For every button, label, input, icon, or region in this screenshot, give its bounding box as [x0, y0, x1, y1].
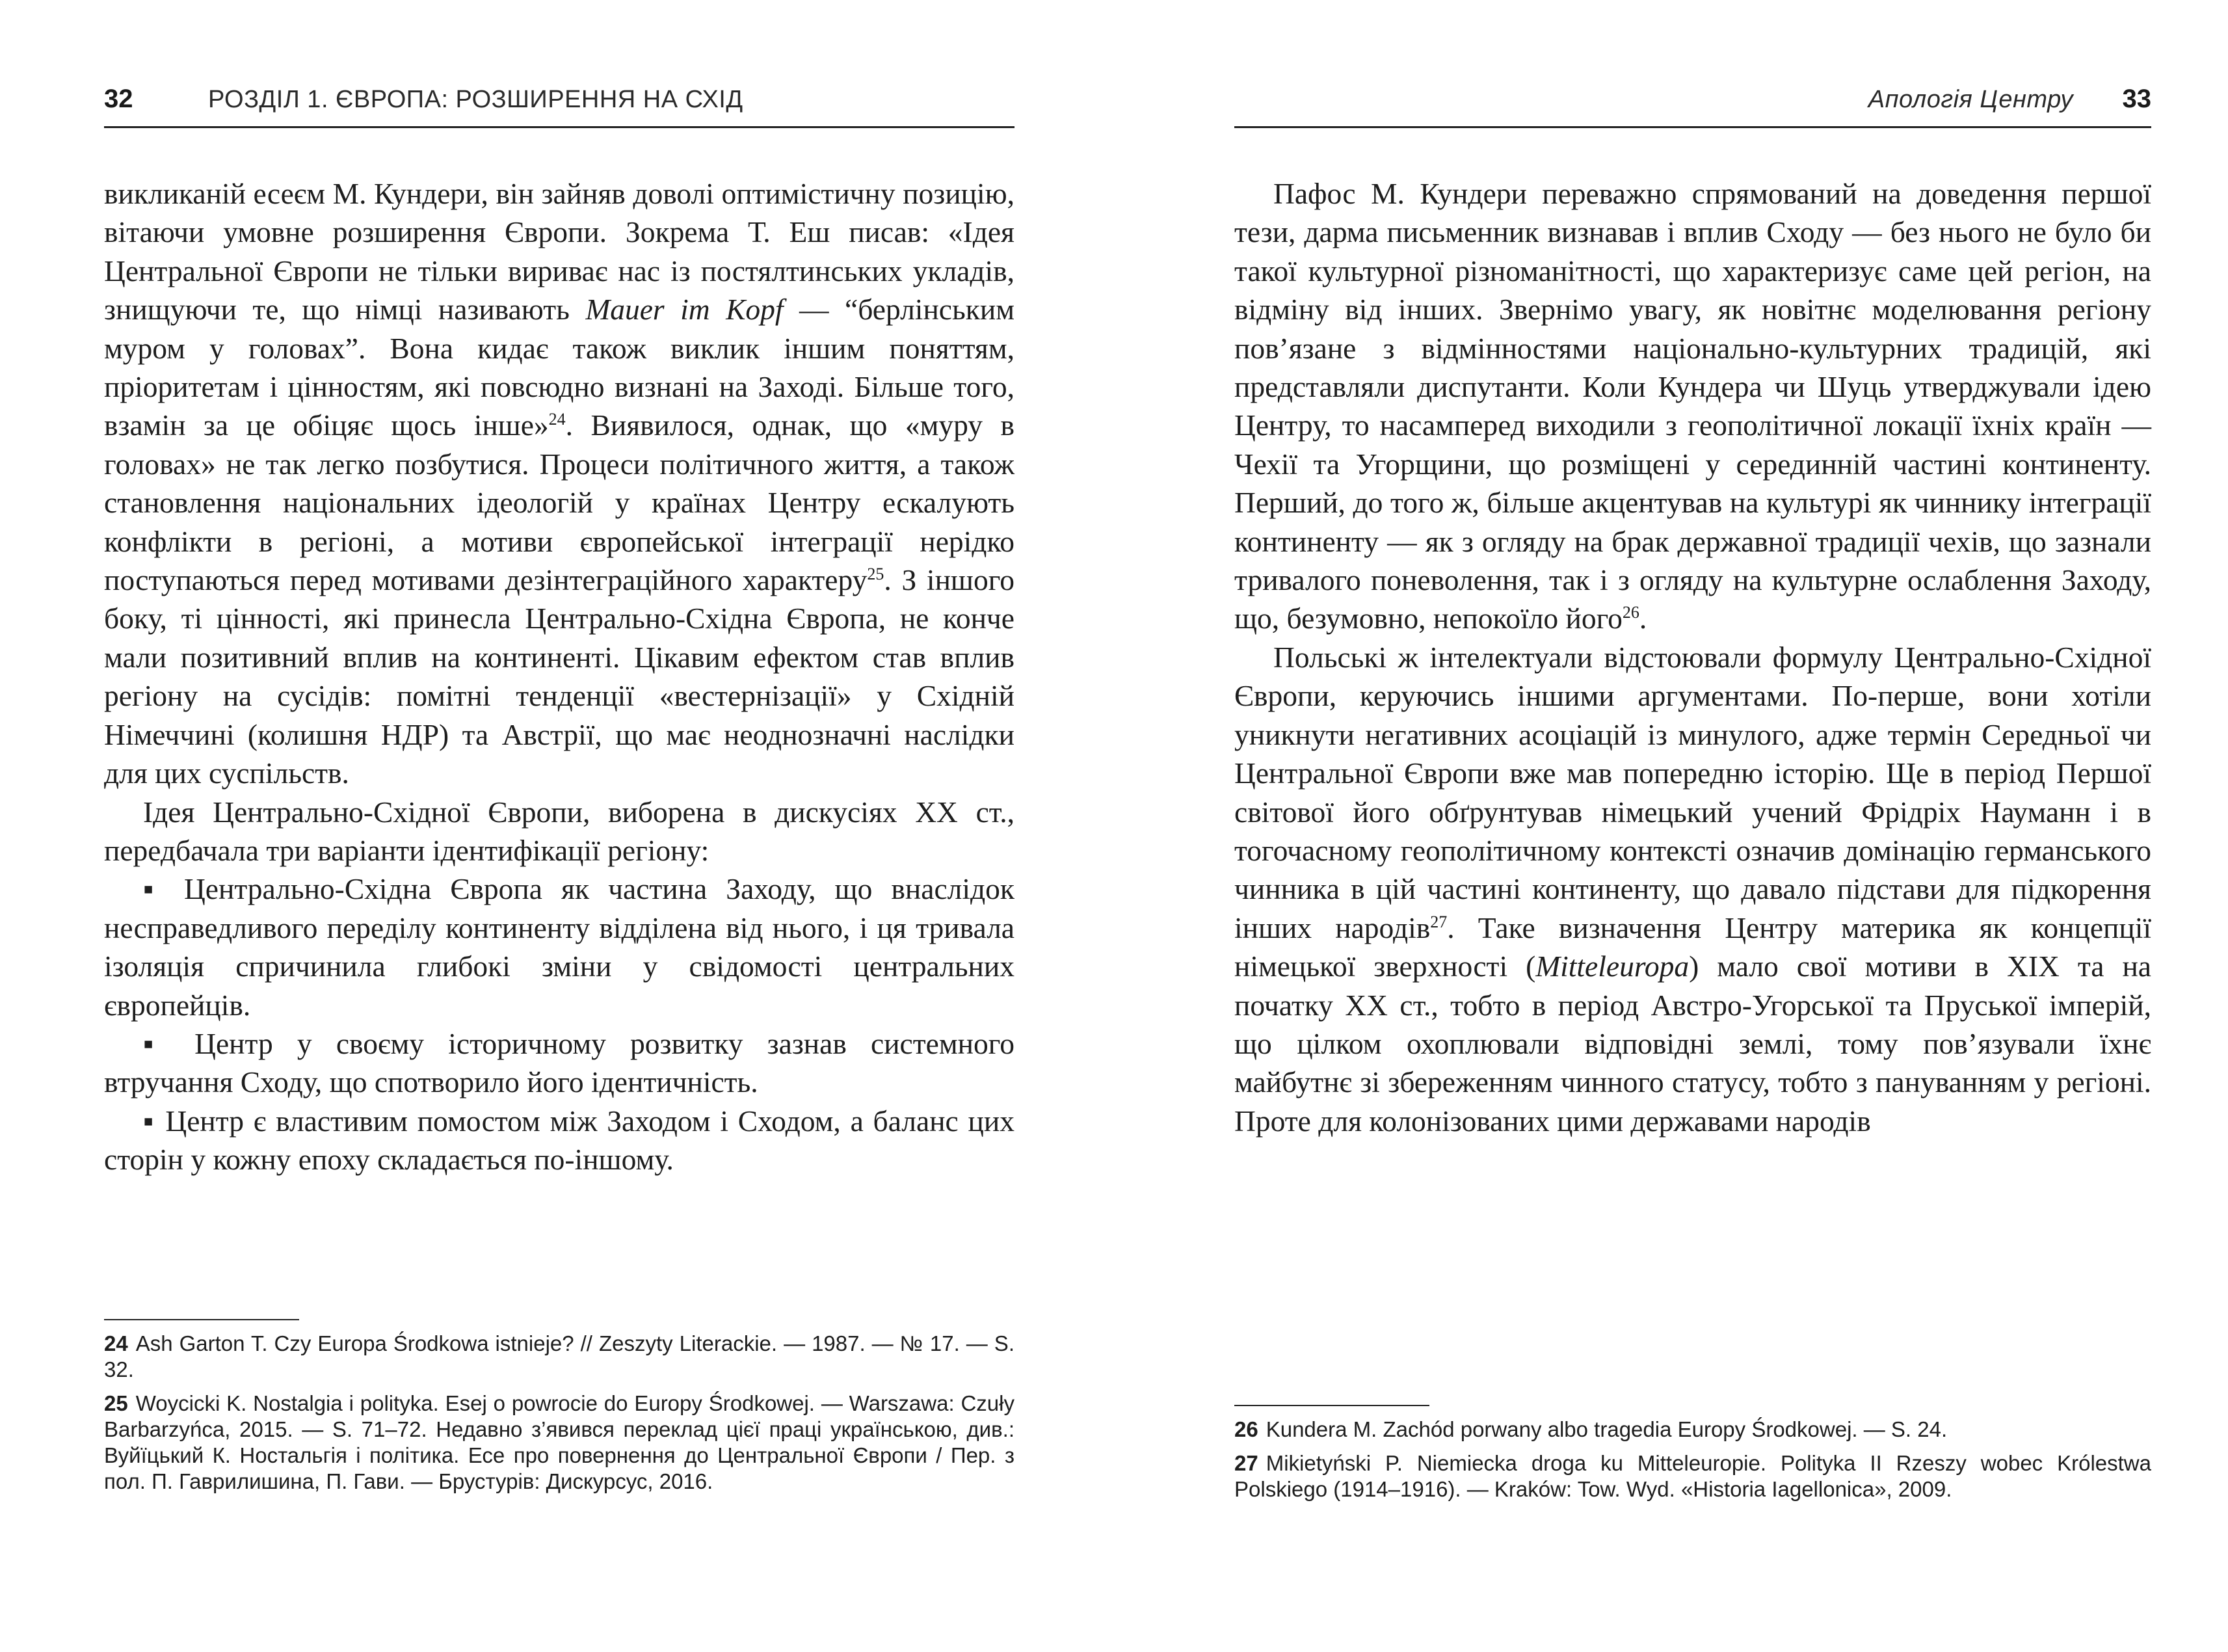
- text-run: ) мало свої мотиви в ХІХ та на початку ХХ ст., тобто в період Австро-Угорської та Пруської імперій, що цілком охоплювали відповідні землі, тому пов’язували їхнє майбутнє зі збереженням чинного статусу, тобто з пануванням у регіоні. Проте для колонізованих цими державами народів: [1234, 950, 2151, 1138]
- running-head-left: [104, 82, 1015, 128]
- paragraph: Ідея Центрально-Східної Європи, виборена в дискусіях ХХ ст., передбачала три варіанти ідентифікації регіону:: [104, 795, 1015, 867]
- footnote: [1234, 1417, 2151, 1443]
- section-title: Апологія Центру: [1868, 86, 2073, 113]
- italic-term: Mitteleuropa: [1535, 950, 1690, 983]
- footnote-text: Kundera M. Zachód porwany albo tragedia Europy Środkowej. — S. 24.: [1266, 1417, 1948, 1441]
- text-run: .: [1639, 602, 1647, 635]
- footnote-text: Ash Garton T. Czy Europa Środkowa istnieje? // Zeszyty Literackie. — 1987. — № 17. — S. 32.: [104, 1331, 1015, 1381]
- italic-term: Mauer im Kopf: [585, 293, 784, 326]
- footnotes-right: [1234, 1417, 2151, 1510]
- footnote-number: 25: [104, 1391, 128, 1415]
- text-run: — “берлінським муром у головах”. Вона кидає також виклик іншим поняттям, пріоритетам і цінностям, які повсюдно визнані на Заході. Більше того, взамін за це обіцяє щось інше»: [104, 293, 1015, 442]
- footnote-rule: [104, 1319, 299, 1320]
- footnote-number: 26: [1234, 1417, 1258, 1441]
- page-number: 32: [104, 85, 133, 113]
- main-text-right: [1234, 174, 2151, 1140]
- footnote-rule: [1234, 1405, 1429, 1406]
- footnote: [104, 1331, 1015, 1383]
- footnote-number: 27: [1234, 1451, 1258, 1475]
- main-text-left: [104, 174, 1015, 1179]
- footnotes-left: [104, 1331, 1015, 1502]
- text-run: викликаній есеєм М. Кундери, він зайняв доволі оптимістичну позицію, вітаючи умовне розширення Європи. Зокрема Т. Еш писав: «Ідея Центральної Європи не тільки вириває нас із постялтинських укладів, знищуючи те, що німці називають: [104, 177, 1015, 326]
- right-page: [1234, 0, 2151, 1652]
- footnote-text: Woycicki K. Nostalgia i polityka. Esej o powrocie do Europy Środkowej. — Warszawa: Czuły Barbarzyńca, 2015. — S. 71–72. Недавно з’явився переклад цієї праці українською, див.: Вуйїцький К. Ностальгія і політика. Есе про повернення до Центральної Європи / Пер. з пол. П. Гаврилишина, П. Гави. — Брустурів: Дискурсус, 2016.: [104, 1391, 1015, 1493]
- footnote-ref: 27: [1430, 912, 1448, 931]
- footnote: [104, 1391, 1015, 1495]
- page-number: 33: [2122, 85, 2151, 113]
- paragraph: [1234, 174, 2151, 638]
- paragraph: [1234, 638, 2151, 1140]
- text-run: . З іншого боку, ті цінності, які принесла Центрально-Східна Європа, не конче мали позитивний вплив на континенті. Цікавим ефектом став вплив регіону на сусідів: помітні тенденції «вестернізації» у Східній Німеччині (колишня НДР) та Австрії, що має неоднозначні наслідки для цих суспільств.: [104, 563, 1015, 790]
- footnote-number: 24: [104, 1331, 128, 1355]
- bullet-item: ▪ Центрально-Східна Європа як частина Заходу, що внаслідок несправедливого переділу континенту відділена від нього, і ця тривала ізоляція спричинила глибокі зміни у свідомості центральних європейців.: [104, 872, 1015, 1022]
- footnote-ref: 25: [867, 564, 884, 583]
- left-page: [104, 0, 1015, 1652]
- paragraph: [104, 174, 1015, 793]
- chapter-title: РОЗДІЛ 1. ЄВРОПА: РОЗШИРЕННЯ НА СХІД: [208, 86, 743, 113]
- footnote-ref: 26: [1622, 603, 1639, 622]
- footnote-ref: 24: [548, 410, 566, 429]
- text-run: . Таке визначення Центру материка як концепції німецької зверхності (: [1234, 911, 2152, 983]
- running-head-right: [1234, 82, 2151, 128]
- bullet-item: ▪ Центр у своєму історичному розвитку зазнав системного втручання Сходу, що спотворило його ідентичність.: [104, 1026, 1015, 1099]
- footnote-text: Mikietyński P. Niemiecka droga ku Mitteleuropie. Polityka II Rzeszy wobec Królestwa Polskiego (1914–1916). — Kraków: Tow. Wyd. «Historia Iagellonica», 2009.: [1234, 1451, 2151, 1501]
- text-run: . Виявилося, однак, що «муру в головах» не так легко позбутися. Процеси політичного життя, а також становлення національних ідеологій у країнах Центру ескалують конфлікти в регіоні, а мотиви європейської інтеграції нерідко поступаються перед мотивами дезінтеграційного характеру: [104, 408, 1015, 597]
- text-run: Польські ж інтелектуали відстоювали формулу Центрально-Східної Європи, керуючись іншими аргументами. По-перше, вони хотіли уникнути негативних асоціацій із минулого, адже термін Середньої чи Центральної Європи вже мав попередню історію. Ще в період Першої світової його обґрунтував німецький учений Фрідріх Науманн і в тогочасному геополітичному контексті означив домінацію германського чинника в цій частині континенту, що давало підстави для підкорення інших народів: [1234, 640, 2151, 944]
- footnote: [1234, 1450, 2151, 1502]
- bullet-item: ▪ Центр є властивим помостом між Заходом і Сходом, а баланс цих сторін у кожну епоху складається по-іншому.: [104, 1104, 1015, 1177]
- text-run: Пафос М. Кундери переважно спрямований на доведення першої тези, дарма письменник визнавав і вплив Сходу — без нього не було би такої культурної різноманітності, що характеризує саме цей регіон, на відміну від інших. Звернімо увагу, як новітнє моделювання регіону пов’язане з відмінностями національно-культурних традицій, які представляли диспутанти. Коли Кундера чи Шуць утверджували ідею Центру, то насамперед виходили з геополітичної локації їхніх країн — Чехії та Угорщини, що розміщені у серединній частині континенту. Перший, до того ж, більше акцентував на культурі як чиннику інтеграції континенту — як з огляду на брак державної традиції чехів, що зазнали тривалого поневолення, так і з огляду на культурне ослаблення Заходу, що, безумовно, непокоїло його: [1234, 177, 2151, 635]
